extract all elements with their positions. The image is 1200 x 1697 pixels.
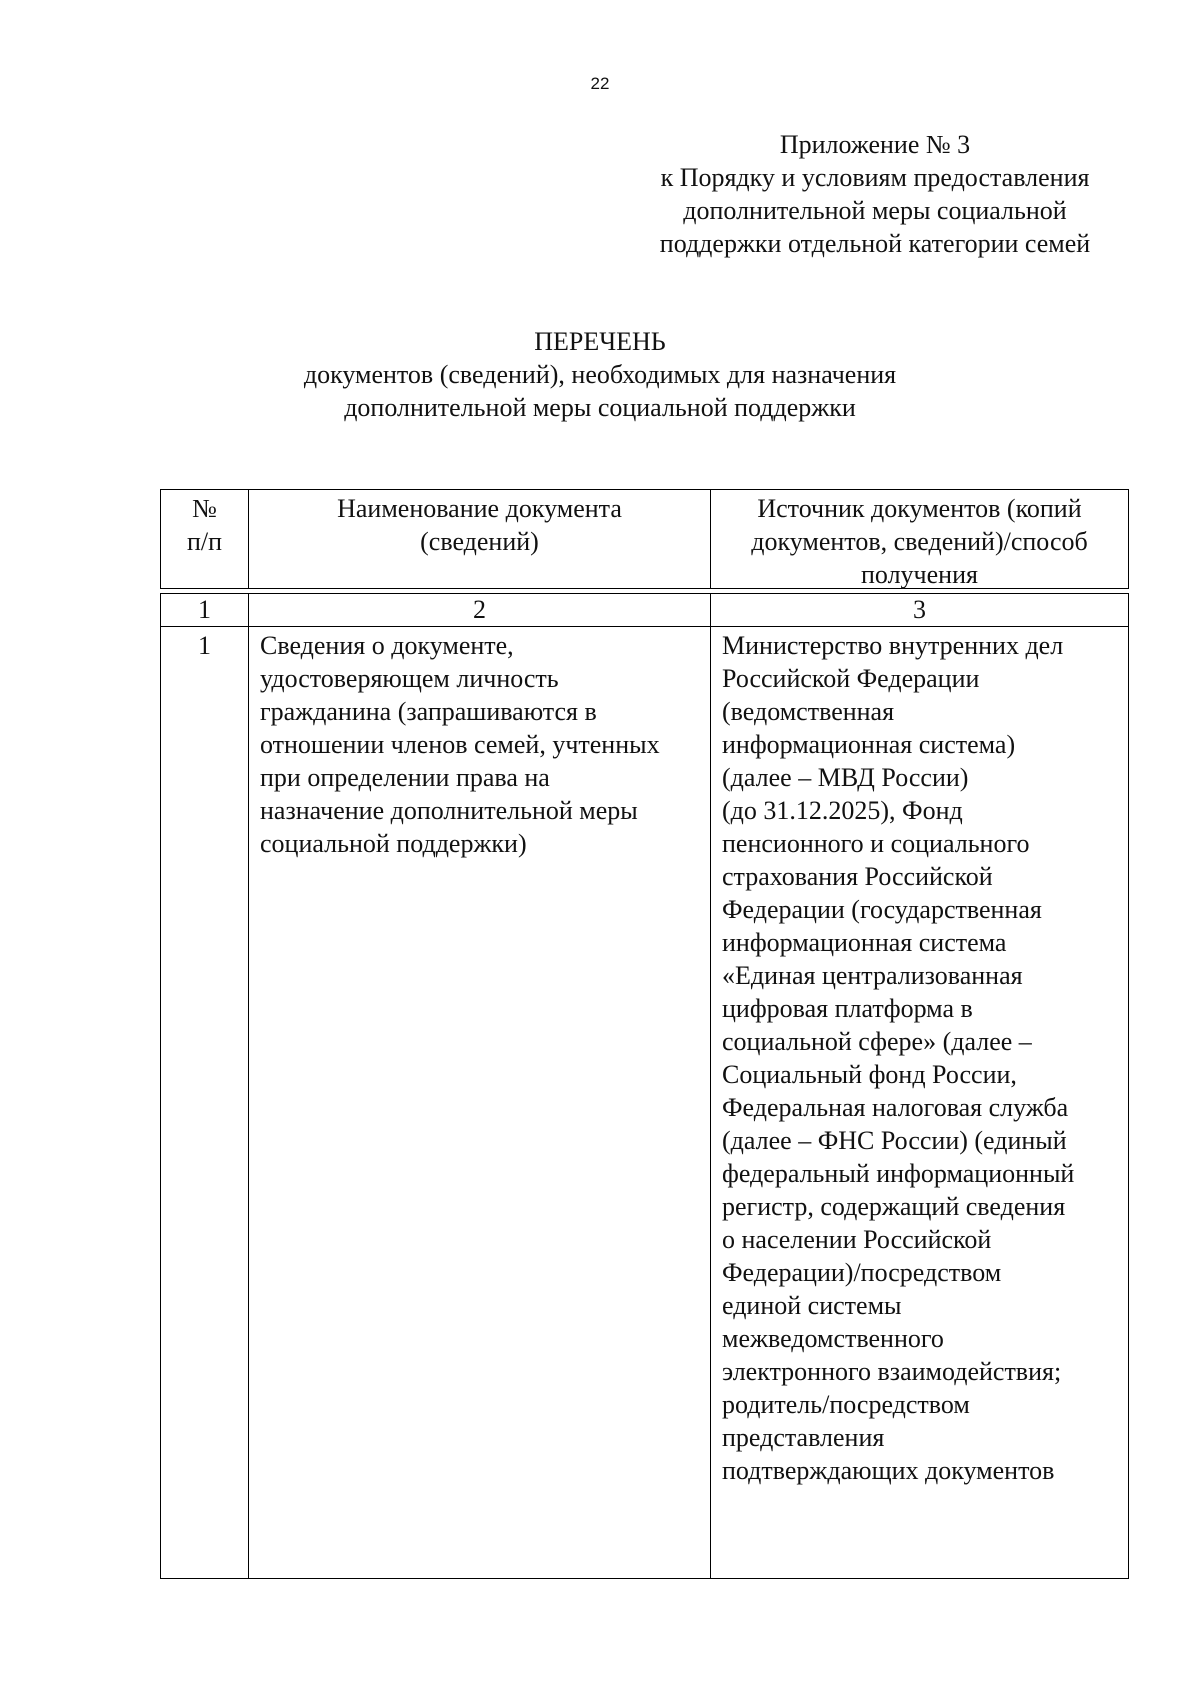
column-number: 2: [248, 594, 710, 626]
cell-text-line: информационная система: [722, 928, 1007, 957]
header-text: Наименование документа: [337, 494, 622, 523]
cell-text-line: представления: [722, 1423, 885, 1452]
cell-text-line: страхования Российской: [722, 862, 993, 891]
header-text: документов, сведений)/способ: [751, 527, 1088, 556]
title-line: документов (сведений), необходимых для назначения: [303, 360, 897, 389]
cell-text-line: социальной сфере» (далее –: [722, 1027, 1032, 1056]
cell-text-line: пенсионного и социального: [722, 829, 1030, 858]
cell-text-line: о населении Российской: [722, 1225, 992, 1254]
cell-text-line: отношении членов семей, учтенных: [260, 730, 660, 759]
cell-text-line: Федеральная налоговая служба: [722, 1093, 1069, 1122]
title-heading: ПЕРЕЧЕНЬ: [534, 327, 666, 356]
cell-text-line: «Единая централизованная: [722, 961, 1023, 990]
document-source-cell: [710, 627, 1128, 1578]
appendix-line: Приложение № 3: [779, 130, 971, 159]
cell-text-line: регистр, содержащий сведения: [722, 1192, 1066, 1221]
table-header-row: [160, 489, 1129, 589]
header-text: получения: [861, 560, 978, 589]
cell-text-line: гражданина (запрашиваются в: [260, 697, 597, 726]
column-number-row: [160, 593, 1129, 627]
header-text: (сведений): [420, 527, 539, 556]
document-name-cell: [248, 627, 710, 1578]
cell-text-line: межведомственного: [722, 1324, 944, 1353]
header-number-cell: [161, 490, 248, 588]
cell-text-line: (до 31.12.2025), Фонд: [722, 796, 963, 825]
header-source-cell: [710, 490, 1128, 588]
cell-text-line: цифровая платформа в: [722, 994, 973, 1023]
cell-text-line: Министерство внутренних дел: [722, 631, 1064, 660]
column-number: 3: [710, 594, 1128, 626]
cell-text-line: удостоверяющем личность: [260, 664, 559, 693]
cell-text-line: электронного взаимодействия;: [722, 1357, 1062, 1386]
cell-text-line: (ведомственная: [722, 697, 895, 726]
cell-text-line: при определении права на: [260, 763, 550, 792]
cell-text-line: назначение дополнительной меры: [260, 796, 638, 825]
cell-text-line: единой системы: [722, 1291, 902, 1320]
cell-text-line: родитель/посредством: [722, 1390, 970, 1419]
cell-text-line: (далее – ФНС России) (единый: [722, 1126, 1067, 1155]
appendix-block: [620, 128, 1130, 260]
cell-text-line: Федерации)/посредством: [722, 1258, 1002, 1287]
appendix-line: поддержки отдельной категории семей: [659, 229, 1091, 258]
document-title: [0, 325, 1200, 424]
header-name-cell: [248, 490, 710, 588]
table-row: [160, 626, 1129, 1579]
cell-text-line: Российской Федерации: [722, 664, 980, 693]
header-text: №: [192, 494, 217, 523]
cell-text-line: Федерации (государственная: [722, 895, 1042, 924]
row-number-cell: 1: [198, 631, 211, 660]
title-line: дополнительной меры социальной поддержки: [344, 393, 856, 422]
appendix-line: к Порядку и условиям предоставления: [660, 163, 1090, 192]
cell-text-line: социальной поддержки): [260, 829, 527, 858]
appendix-line: дополнительной меры социальной: [683, 196, 1067, 225]
cell-text-line: федеральный информационный: [722, 1159, 1075, 1188]
cell-text-line: подтверждающих документов: [722, 1456, 1055, 1485]
header-text: Источник документов (копий: [757, 494, 1082, 523]
header-text: п/п: [186, 527, 223, 556]
cell-text-line: Социальный фонд России,: [722, 1060, 1017, 1089]
page-number: 22: [590, 74, 610, 93]
column-number: 1: [198, 595, 211, 624]
cell-text-line: (далее – МВД России): [722, 763, 969, 792]
cell-text-line: Сведения о документе,: [260, 631, 514, 660]
cell-text-line: информационная система): [722, 730, 1016, 759]
